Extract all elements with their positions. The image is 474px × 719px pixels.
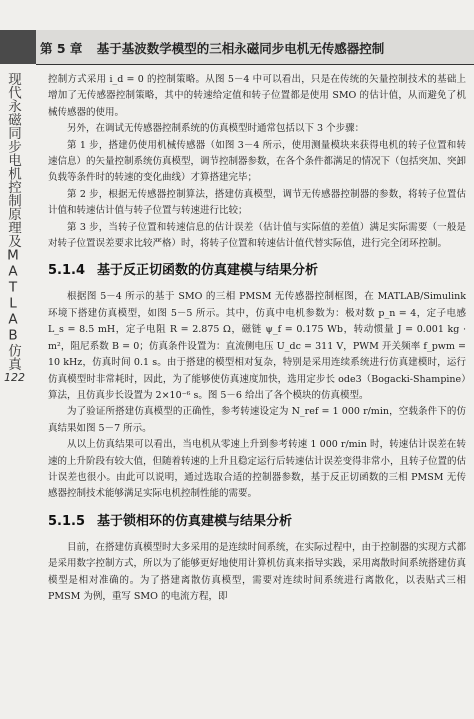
paragraph: 另外，在调试无传感器控制系统的仿真模型时通常包括以下 3 个步骤：	[67, 123, 365, 135]
chapter-label: 第 5 章	[40, 41, 83, 56]
section-title: 基于反正切函数的仿真建模与结果分析	[97, 263, 319, 279]
section-title: 基于锁相环的仿真建模与结果分析	[97, 513, 293, 529]
page-number: 122	[4, 371, 25, 384]
section-heading-514	[48, 261, 466, 281]
paragraph: 从以上仿真结果可以看出，当电机从零速上升到参考转速 1 000 r/min 时，转速估计误差在转速的上升阶段有较大值，但随着转速的上升且稳定运行后转速估计误差变得非常小，且转子位置的估计误差也很小。由此可以说明，通过选取合适的控制器参数，基于反正切函数的三相 PMSM 无传感器控制技术能够满足实际电机控制性能的需要。	[48, 439, 467, 500]
chapter-title: 基于基波数学模型的三相永磁同步电机无传感器控制	[96, 41, 385, 56]
running-header-tab	[0, 30, 36, 64]
paragraph: 为了验证所搭建仿真模型的正确性，参考转速设定为 N_ref = 1 000 r/min，空载条件下的仿真结果如图 5－7 所示。	[48, 406, 466, 434]
header-rule	[36, 64, 474, 65]
paragraph: 控制方式采用 i_d = 0 的控制策略。从图 5－4 中可以看出，只是在传统的矢量控制技术的基础上增加了无传感器控制策略，其中的转速给定值和转子位置都是使用 SMO 的估计值，从而避免了机械传感器的使用。	[48, 74, 466, 118]
book-side-title: 现代永磁同步电机控制原理及MATLAB仿真	[5, 72, 21, 371]
section-number: 5.1.5	[48, 513, 86, 529]
section-number: 5.1.4	[48, 263, 86, 279]
running-header	[40, 38, 384, 60]
paragraph: 第 1 步，搭建仍使用机械传感器（如图 3－4 所示，使用测量模块来获得电机的转子位置和转速信息）的矢量控制系统仿真模型，调节控制器参数，在各个条件都满足的情况下（包括突加、突卸负载等条件时的转速的变化曲线）才算搭建完毕；	[48, 139, 467, 184]
paragraph: 根据图 5－4 所示的基于 SMO 的三相 PMSM 无传感器控制框图，在 MATLAB/Simulink 环境下搭建仿真模型，如图 5－5 所示。其中，仿真中电机参数为：极对数 p_n = 4，定子电感 L_s = 8.5 mH，定子电阻 R = 2.875 Ω，磁链 ψ_f = 0.175 Wb，转动惯量 J = 0.001 kg · m²，阻尼系数 B = 0；仿真条件设置为：直流侧电压 U_dc = 311 V，PWM 开关频率 f_pwm = 10 kHz，仿真时间 0.1 s。由于搭建的模型相对复杂，特别是采用连续系统进行仿真建模时，运行仿真模型时非常耗时，因此，为了能够使仿真速度加快，选用定步长 ode3（Bogacki-Shampine）算法，且仿真步长设置为 2×10⁻⁶ s。图 5－6 给出了各个模块的仿真模型。	[48, 291, 466, 401]
paragraph: 目前，在搭建仿真模型时大多采用的是连续时间系统，在实际过程中，由于控制器的实现方式都是采用数字控制方式，所以为了能够更好地使用计算机仿真来指导实践，采用离散时间系统搭建仿真模型是相对准确的。为了搭建离散仿真模型，需要对连续时间系统进行离散化，以表贴式三相 PMSM 为例，重写 SMO 的电流方程，即	[48, 541, 467, 602]
page-body	[48, 72, 466, 605]
paragraph: 第 3 步，当转子位置和转速信息的估计误差（估计值与实际值的差值）满足实际需要（一般是对转子位置误差要求比较严格）时，将转子位置和转速估计值代替实际值，进行完全闭环控制。	[48, 221, 466, 250]
section-heading-515	[48, 512, 466, 532]
paragraph: 第 2 步，根据无传感器控制算法，搭建仿真模型，调节无传感器控制器的参数，将转子位置估计值和转速估计值与转子位置与转速进行比较；	[48, 188, 466, 217]
